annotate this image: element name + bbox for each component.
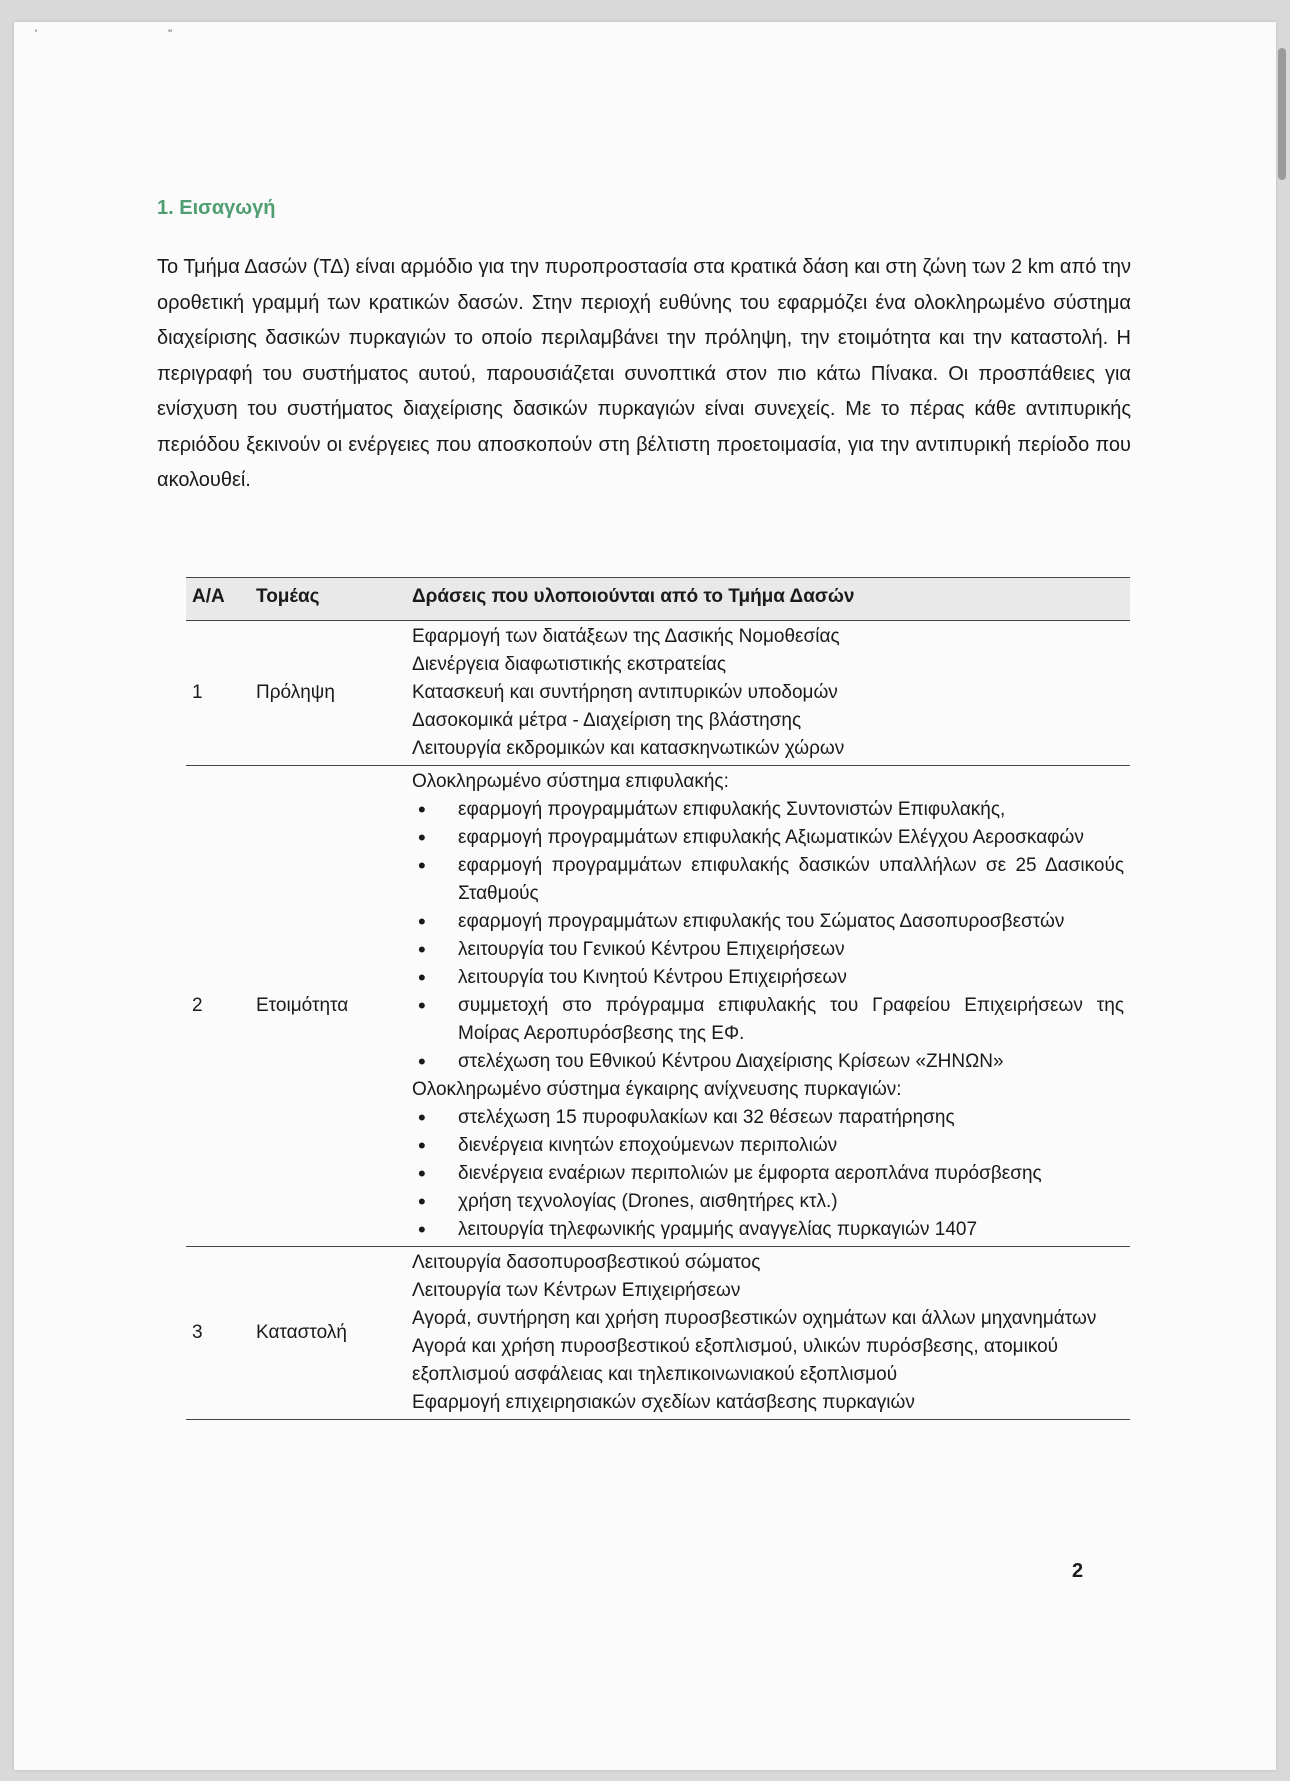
row-number: 2 bbox=[192, 995, 203, 1016]
action-group-title: Ολοκληρωμένο σύστημα έγκαιρης ανίχνευσης πυρκαγιών: bbox=[412, 1079, 902, 1100]
table-row bbox=[186, 1247, 1130, 1420]
list-item: • εφαρμογή προγραμμάτων επιφυλακής Συντονιστών Επιφυλακής, bbox=[458, 796, 1124, 824]
list-item: • εφαρμογή προγραμμάτων επιφυλακής του Σώματος Δασοπυροσβεστών bbox=[458, 908, 1124, 936]
row-sector: Ετοιμότητα bbox=[256, 995, 349, 1016]
row-sector: Καταστολή bbox=[256, 1322, 347, 1343]
row-sector: Πρόληψη bbox=[256, 682, 335, 703]
scan-marks: ' " bbox=[35, 28, 237, 40]
list-item: • διενέργεια κινητών εποχούμενων περιπολιών bbox=[458, 1132, 1124, 1160]
row-number: 3 bbox=[192, 1322, 203, 1343]
row-number: 1 bbox=[192, 682, 203, 703]
list-item: • εφαρμογή προγραμμάτων επιφυλακής δασικών υπαλλήλων σε 25 Δασικούς Σταθμούς bbox=[458, 852, 1124, 908]
list-item: • λειτουργία του Κινητού Κέντρου Επιχειρήσεων bbox=[458, 964, 1124, 992]
header-aa: Α/Α bbox=[186, 578, 250, 621]
intro-paragraph: Το Τμήμα Δασών (ΤΔ) είναι αρμόδιο για την πυροπροστασία στα κρατικά δάση και στη ζώνη των 2 km από την οροθετική γραμμή των κρατικών δασών. Στην περιοχή ευθύνης του εφαρμόζει ένα ολοκληρωμένο σύστημα διαχείρισης δασικών πυρκαγιών το οποίο περιλαμβάνει την πρόληψη, την ετοιμότητα και την καταστολή. Η περιγραφή του συστήματος αυτού, παρουσιάζεται συνοπτικά στον πιο κάτω Πίνακα. Οι προσπάθειες για ενίσχυση του συστήματος διαχείρισης δασικών πυρκαγιών είναι συνεχείς. Με το πέρας κάθε αντιπυρικής περιόδου ξεκινούν οι ενέργειες που αποσκοπούν στη βέλτιστη προετοιμασία, για την αντιπυρική περίοδο που ακολουθεί. bbox=[157, 256, 1131, 491]
header-sector: Τομέας bbox=[250, 578, 406, 621]
action-line: Λειτουργία δασοπυροσβεστικού σώματος bbox=[412, 1252, 761, 1273]
action-list bbox=[412, 1104, 1124, 1244]
header-actions: Δράσεις που υλοποιούνται από το Τμήμα Δασών bbox=[406, 578, 1130, 621]
action-line: Λειτουργία των Κέντρων Επιχειρήσεων bbox=[412, 1280, 741, 1301]
action-line: Εφαρμογή επιχειρησιακών σχεδίων κατάσβεσης πυρκαγιών bbox=[412, 1392, 915, 1413]
list-item: • λειτουργία τηλεφωνικής γραμμής αναγγελίας πυρκαγιών 1407 bbox=[458, 1216, 1124, 1244]
list-item: • συμμετοχή στο πρόγραμμα επιφυλακής του Γραφείου Επιχειρήσεων της Μοίρας Αεροπυρόσβεσης της ΕΦ. bbox=[458, 992, 1124, 1048]
row-actions bbox=[406, 1247, 1130, 1420]
list-item: • εφαρμογή προγραμμάτων επιφυλακής Αξιωματικών Ελέγχου Αεροσκαφών bbox=[458, 824, 1124, 852]
action-group-title: Ολοκληρωμένο σύστημα επιφυλακής: bbox=[412, 771, 729, 792]
fire-management-table bbox=[186, 577, 1130, 1420]
list-item: • στελέχωση 15 πυροφυλακίων και 32 θέσεων παρατήρησης bbox=[458, 1104, 1124, 1132]
action-line: Αγορά, συντήρηση και χρήση πυροσβεστικών οχημάτων και άλλων μηχανημάτων bbox=[412, 1308, 1097, 1329]
table-row bbox=[186, 766, 1130, 1247]
table-header-row bbox=[186, 578, 1130, 621]
list-item: • χρήση τεχνολογίας (Drones, αισθητήρες κτλ.) bbox=[458, 1188, 1124, 1216]
page-number: 2 bbox=[1072, 1560, 1084, 1582]
row-actions bbox=[406, 621, 1130, 766]
action-line: Αγορά και χρήση πυροσβεστικού εξοπλισμού, υλικών πυρόσβεσης, ατομικού εξοπλισμού ασφάλειας και τηλεπικοινωνιακού εξοπλισμού bbox=[412, 1336, 1059, 1385]
section-heading: 1. Εισαγωγή bbox=[157, 197, 276, 219]
action-list bbox=[412, 796, 1124, 1076]
action-line: Δασοκομικά μέτρα - Διαχείριση της βλάστησης bbox=[412, 710, 802, 731]
action-line: Διενέργεια διαφωτιστικής εκστρατείας bbox=[412, 654, 727, 675]
list-item: • στελέχωση του Εθνικού Κέντρου Διαχείρισης Κρίσεων «ΖΗΝΩΝ» bbox=[458, 1048, 1124, 1076]
scrollbar-thumb[interactable] bbox=[1278, 48, 1286, 180]
action-line: Κατασκευή και συντήρηση αντιπυρικών υποδομών bbox=[412, 682, 838, 703]
table-row bbox=[186, 621, 1130, 766]
action-line: Λειτουργία εκδρομικών και κατασκηνωτικών χώρων bbox=[412, 738, 845, 759]
list-item: • λειτουργία του Γενικού Κέντρου Επιχειρήσεων bbox=[458, 936, 1124, 964]
row-actions bbox=[406, 766, 1130, 1247]
action-line: Εφαρμογή των διατάξεων της Δασικής Νομοθεσίας bbox=[412, 626, 840, 647]
list-item: • διενέργεια εναέριων περιπολιών με έμφορτα αεροπλάνα πυρόσβεσης bbox=[458, 1160, 1124, 1188]
